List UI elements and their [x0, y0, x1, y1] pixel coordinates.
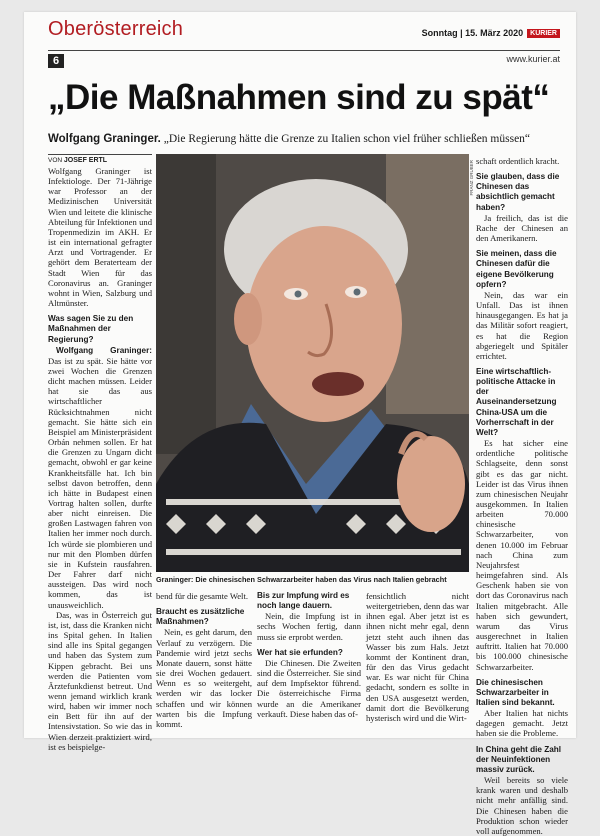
section-title: Oberösterreich — [48, 18, 184, 40]
answer: Ja freilich, das ist die Rache der Chinesen an den Amerikanern. — [476, 212, 568, 244]
headline: „Die Maßnahmen sind zu spät“ — [48, 78, 550, 117]
intro-paragraph: Wolfgang Graninger ist Infektiologe. Der 71-Jährige war Professor an der Medizinischen Universität Wien und leitete die klinische Abteilung für Infektionen und Tropenmedizin im AKH. Er ist ein international gefragter Arzt und Vortragender. Er gehört dem Beraterteam der Stadt Wien für das Coronavirus an. Graninger wohnt in Wien, Salzburg und Altmünster. — [48, 166, 152, 309]
subheadline-quote: „Die Regierung hätte die Grenze zu Italien schon viel früher schließen müssen“ — [160, 133, 531, 145]
subheadline — [48, 133, 568, 145]
answer: fensichtlich nicht weitergetrieben, denn das war ihnen egal. Aber jetzt ist es ihnen nicht mehr egal, denn jetzt steht auch ihnen das Wasser bis zum Hals. Jetzt kommt der Kontinent dran, für den das Virus gedacht war. Es war nicht für China gedacht, sondern es sollte in den USA ausgesetzt werden, damit dort die Bevölkerung hysterisch wird und die Wirt- — [366, 591, 469, 723]
question: Eine wirtschaftlich-politische Attacke in der Auseinandersetzung China-USA um die Vorherrschaft in der Welt? — [476, 366, 557, 437]
header-rule — [48, 50, 560, 51]
answer: Nein, die Impfung ist in sechs Wochen fertig, dann muss sie erprobt werden. — [257, 611, 361, 642]
answer: Aber Italien hat nichts dagegen gemacht. Jetzt haben sie die Probleme. — [476, 708, 568, 739]
answer: Nein, das war ein Unfall. Das ist ihnen hinausgegangen. Es hat ja das Militär sofort reagiert, es hat die Region abgeriegelt und Spitäler errichtet. — [476, 289, 568, 361]
issue-date: Sonntag | 15. März 2020 — [421, 28, 524, 38]
question: Sie glauben, dass die Chinesen das absichtlich gemacht haben? — [476, 172, 560, 212]
byline-author: JOSEF ERTL — [63, 157, 108, 164]
website-url: www.kurier.at — [506, 54, 560, 64]
question: Braucht es zusätzliche Maßnahmen? — [156, 607, 245, 627]
answer — [48, 345, 152, 610]
kurier-logo: KURIER — [527, 29, 560, 38]
answer: Weil bereits so viele krank waren und deshalb nicht mehr anfällig sind. Die Chinesen haben die Produktion schon wieder voll aufgenommen. — [476, 775, 568, 836]
answer: Die Chinesen. Die Zweiten sind die Österreicher. Sie sind auf dem Impfsektor führend. Die österreichische Firma wurde an die Amerikaner verkauft. Diese haben das of- — [257, 657, 361, 719]
question: Was sagen Sie zu den Maßnahmen der Regierung? — [48, 314, 134, 344]
column-1 — [48, 166, 152, 752]
photo-caption: Graninger: Die chinesischen Schwarzarbeiter haben das Virus nach Italien gebracht — [156, 575, 447, 584]
portrait-illustration — [156, 154, 469, 572]
question: Sie meinen, dass die Chinesen dafür die eigene Bevölkerung opfern? — [476, 249, 557, 289]
column-2 — [156, 591, 252, 737]
byline-prefix: VON — [48, 157, 64, 164]
photo-credit: FRANZ GRUBER — [469, 160, 474, 196]
subheadline-name: Wolfgang Graninger. — [48, 133, 161, 145]
page-number: 6 — [48, 54, 64, 68]
newspaper-page — [24, 12, 576, 836]
date-line — [422, 28, 560, 38]
question: Wer hat sie erfunden? — [257, 647, 343, 657]
portrait-photo — [156, 154, 469, 572]
paragraph: Das, was in Österreich gut ist, ist, dass die Kranken nicht ins Spital gehen. In Italien sind alle ins Spital gegangen und haben das System zum Kippen gebracht. Bei uns werden die Patienten vom Ärztefunkdienst betreut. Und wenn jemand wirklich krank wird, haben wir immer noch ein Bett für ihn auf der Intensivstation. So wie das in Wien derzeit praktiziert wird, ist es beispielge- — [48, 609, 152, 752]
question: Bis zur Impfung wird es noch lange dauern. — [257, 591, 350, 611]
column-5 — [476, 156, 568, 836]
column-3 — [257, 591, 361, 737]
paragraph: bend für die gesamte Welt. — [156, 591, 248, 601]
answer-text: Das ist zu spät. Sie hätte vor zwei Wochen die Grenzen dicht machen müssen. Leider hat sie das aus wirtschaftlicher Rücksichtnahmen nicht gemacht. Sie hätte sich ein Beispiel am Ministerpräsident Orbán nehmen sollen. Er hat die Grenzen zu Ungarn dicht gemacht, obwohl er gar keine Krankheitsfälle hat. Ich bin selbst davon betroffen, denn ich hätte in Budapest einen Vortrag halten sollen, durfte aber nicht einreisen. Die großen Lastwagen fahren von Italien her immer noch durch. Ich würde sie plombieren und nur mit den Plomben dürfen sie in Kufstein rausfahren. Der Fahrer darf nicht aussteigen. Das wird noch kommen, das ist unausweichlich. — [48, 355, 152, 610]
question: In China geht die Zahl der Neuinfektionen massiv zurück. — [476, 744, 562, 774]
answer: Es hat sicher eine ordentliche politische Schlagseite, denn sonst gibt es das gar nicht. Leider ist das Virus ihnen zum chinesischen Neujahr ausgekommen. In Italien arbeiten 70.000 chinesische Schwarzarbeiter, von denen 10.000 im Februar nach China zum Neujahrsfest heimgefahren sind. Als Geschenk haben sie von dort das Coronavirus nach Italien mitgebracht. Alle haben sich gewundert, warum das Virus ausgerechnet in Italien auftritt. Italien hat 70.000 bis 100.000 chinesische Schwarzarbeiter. — [476, 438, 568, 672]
paragraph: schaft ordentlich kracht. — [476, 156, 560, 166]
answer: Nein, es geht darum, den Verlauf zu verzögern. Die Pandemie wird jetzt sechs Monate dauern, sonst hätte sie drei Wochen gedauert. Wenn es so weitergeht, werden wir das locker schaffen und wir können warten bis die Impfung kommt. — [156, 627, 252, 729]
column-4 — [366, 591, 469, 737]
answer-speaker: Wolfgang Graninger: — [56, 345, 152, 355]
byline — [48, 154, 152, 164]
question: Die chinesischen Schwarzarbeiter in Italien sind bekannt. — [476, 677, 555, 707]
